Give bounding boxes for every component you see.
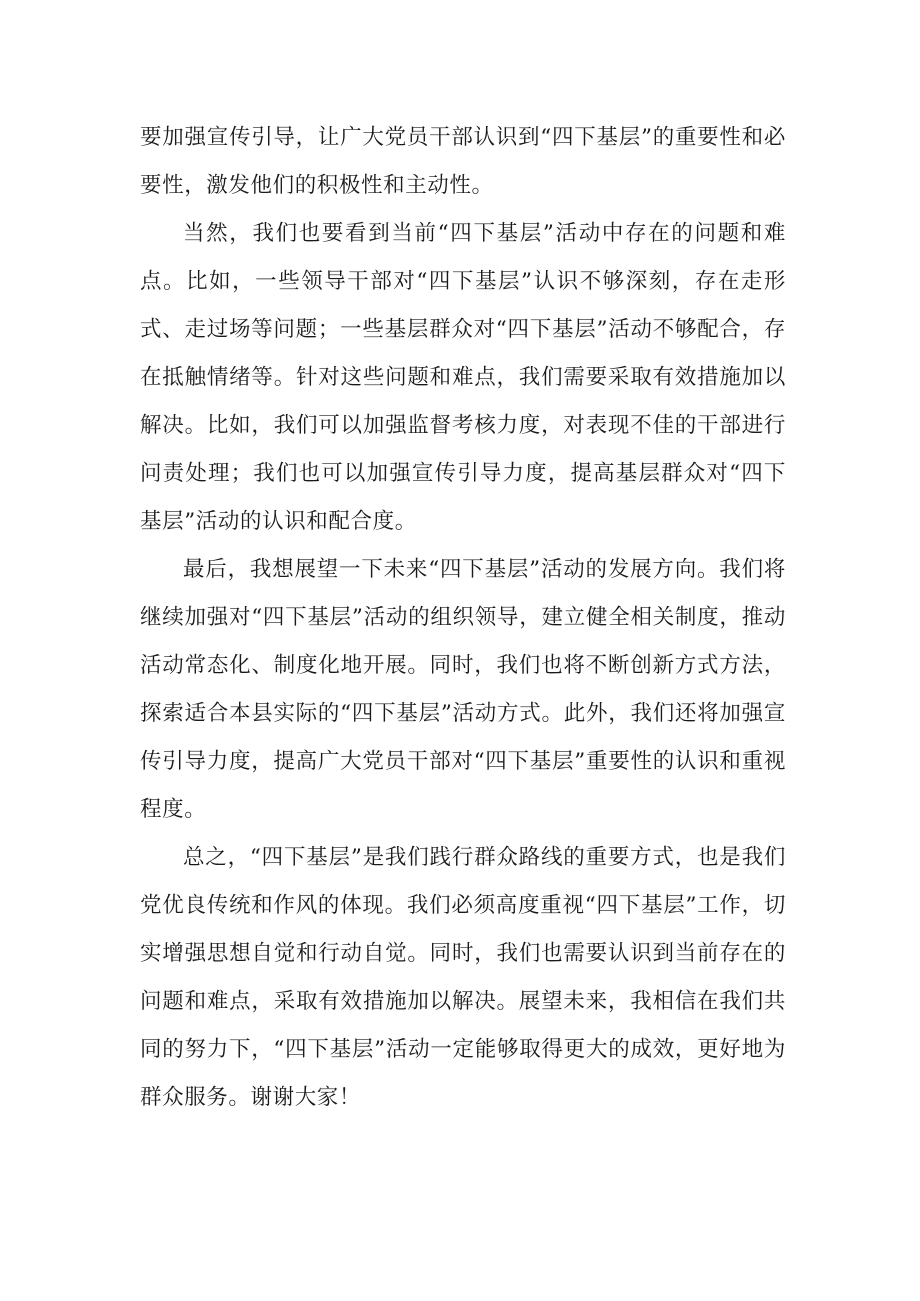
paragraph-3: 最后，我想展望一下未来“四下基层”活动的发展方向。我们将继续加强对“四下基层”活动的组织领导，建立健全相关制度，推动活动常态化、制度化地开展。同时，我们也将不断创新方式方法，探索适合本县实际的“四下基层”活动方式。此外，我们还将加强宣传引导力度，提高广大党员干部对“四下基层”重要性的认识和重视程度。 xyxy=(140,557,786,822)
paragraph-4: 总之，“四下基层”是我们践行群众路线的重要方式，也是我们党优良传统和作风的体现。我们必须高度重视“四下基层”工作，切实增强思想自觉和行动自觉。同时，我们也需要认识到当前存在的问题和难点，采取有效措施加以解决。展望未来，我相信在我们共同的努力下，“四下基层”活动一定能够取得更大的成效，更好地为群众服务。谢谢大家！ xyxy=(140,845,786,1110)
paragraph-1: 要加强宣传引导，让广大党员干部认识到“四下基层”的重要性和必要性，激发他们的积极性和主动性。 xyxy=(140,125,786,198)
document-body xyxy=(140,114,786,1122)
paragraph-2: 当然，我们也要看到当前“四下基层”活动中存在的问题和难点。比如，一些领导干部对“四下基层”认识不够深刻，存在走形式、走过场等问题；一些基层群众对“四下基层”活动不够配合，存在抵触情绪等。针对这些问题和难点，我们需要采取有效措施加以解决。比如，我们可以加强监督考核力度，对表现不佳的干部进行问责处理；我们也可以加强宣传引导力度，提高基层群众对“四下基层”活动的认识和配合度。 xyxy=(140,221,786,534)
